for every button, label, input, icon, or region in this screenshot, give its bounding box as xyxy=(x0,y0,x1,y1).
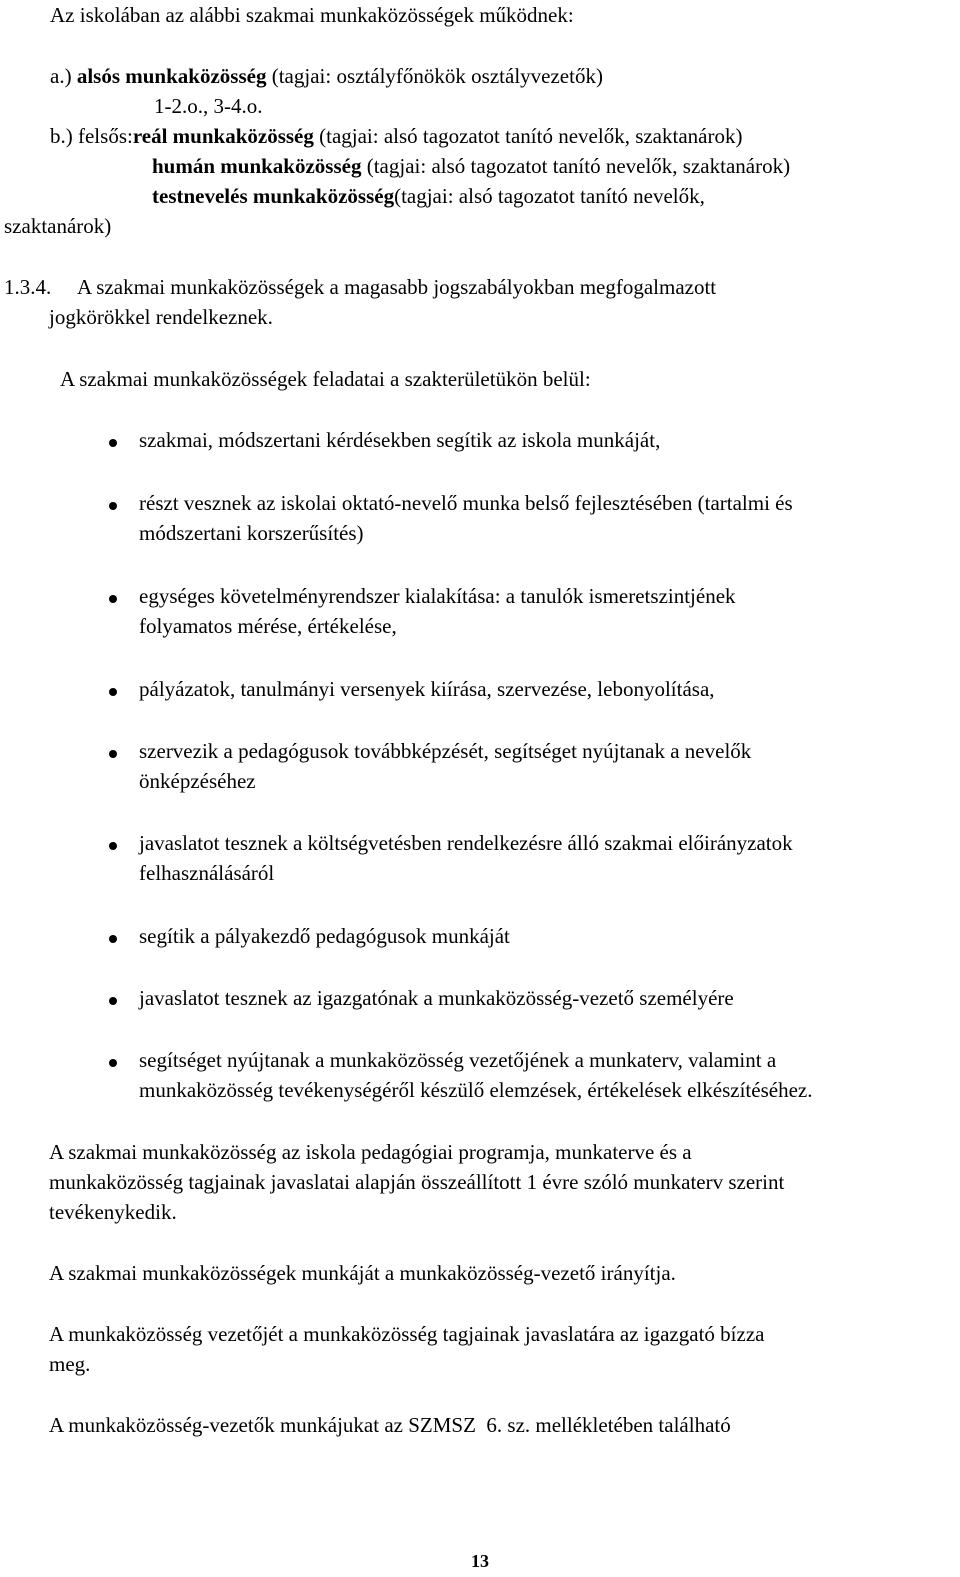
alsos-members: (tagjai: osztályfőnökök osztályvezetők) xyxy=(266,64,603,88)
bullet-dot xyxy=(109,502,117,510)
bullet-dot xyxy=(109,688,117,696)
bullet-item-9-line-1: segítséget nyújtanak a munkaközösség vezetőjének a munkaterv, valamint a xyxy=(139,1048,777,1072)
bullet-item-2-line-1: részt vesznek az iskolai oktató-nevelő munka belső fejlesztésében (tartalmi és xyxy=(139,491,793,515)
bullet-item-5-line-2: önképzéséhez xyxy=(139,769,256,793)
bullet-dot xyxy=(109,997,117,1005)
bullet-dot xyxy=(109,439,117,447)
bullet-item-5-line-1: szervezik a pedagógusok továbbképzését, segítséget nyújtanak a nevelők xyxy=(139,739,752,763)
human-members: (tagjai: alsó tagozatot tanító nevelők, szaktanárok) xyxy=(361,154,791,178)
bullet-item-8: javaslatot tesznek az igazgatónak a munkaközösség-vezető személyére xyxy=(139,986,734,1010)
real-members: (tagjai: alsó tagozatot tanító nevelők, szaktanárok) xyxy=(313,124,743,148)
alsos-classes: 1-2.o., 3-4.o. xyxy=(154,94,263,118)
section-number: 1.3.4. xyxy=(4,275,52,299)
paragraph-4: A munkaközösség-vezetők munkájukat az SZMSZ 6. sz. mellékletében található xyxy=(49,1413,731,1437)
felsos-prefix: b.) felsős: xyxy=(50,124,133,148)
alsos-line xyxy=(50,61,603,91)
intro-text: Az iskolában az alábbi szakmai munkaközösségek működnek: xyxy=(50,3,574,27)
paragraph-3-line-1: A munkaközösség vezetőjét a munkaközösség tagjainak javaslatára az igazgató bízza xyxy=(49,1322,765,1346)
testneveles-members: (tagjai: alsó tagozatot tanító nevelők, xyxy=(394,184,705,208)
section-line-2: jogkörökkel rendelkeznek. xyxy=(49,305,273,329)
human-title: humán munkaközösség xyxy=(152,154,362,178)
bullet-item-9-line-2: munkaközösség tevékenységéről készülő elemzések, értékelések elkészítéséhez. xyxy=(139,1078,813,1102)
bullet-item-1: szakmai, módszertani kérdésekben segítik az iskola munkáját, xyxy=(139,428,661,452)
paragraph-2: A szakmai munkaközösségek munkáját a munkaközösség-vezető irányítja. xyxy=(49,1261,676,1285)
bullet-dot xyxy=(109,842,117,850)
tasks-intro: A szakmai munkaközösségek feladatai a szakterületükön belül: xyxy=(60,367,591,391)
human-line xyxy=(152,151,790,181)
bullet-dot xyxy=(109,750,117,758)
bullet-item-3-line-1: egységes követelményrendszer kialakítása: a tanulók ismeretszintjének xyxy=(139,584,736,608)
alsos-title: alsós munkaközösség xyxy=(76,64,267,88)
bullet-item-6-line-2: felhasználásáról xyxy=(139,861,275,885)
bullet-dot xyxy=(109,595,117,603)
bullet-dot xyxy=(109,935,117,943)
bullet-item-4: pályázatok, tanulmányi versenyek kiírása, szervezése, lebonyolítása, xyxy=(139,677,715,701)
testneveles-title: testnevelés munkaközösség xyxy=(152,184,395,208)
bullet-item-2-line-2: módszertani korszerűsítés) xyxy=(139,521,364,545)
testneveles-cont: szaktanárok) xyxy=(4,214,112,238)
bullet-dot xyxy=(109,1059,117,1067)
bullet-item-7: segítik a pályakezdő pedagógusok munkáját xyxy=(139,924,510,948)
paragraph-1-line-3: tevékenykedik. xyxy=(49,1200,177,1224)
real-line xyxy=(50,121,742,151)
real-title: reál munkaközösség xyxy=(132,124,314,148)
testneveles-line xyxy=(152,181,705,211)
paragraph-1-line-1: A szakmai munkaközösség az iskola pedagógiai programja, munkaterve és a xyxy=(49,1140,692,1164)
alsos-prefix: a.) xyxy=(50,64,77,88)
paragraph-1-line-2: munkaközösség tagjainak javaslatai alapján összeállított 1 évre szóló munkaterv szerint xyxy=(49,1170,785,1194)
paragraph-3-line-2: meg. xyxy=(49,1352,91,1376)
bullet-item-3-line-2: folyamatos mérése, értékelése, xyxy=(139,614,397,638)
bullet-item-6-line-1: javaslatot tesznek a költségvetésben rendelkezésre álló szakmai előirányzatok xyxy=(139,831,793,855)
section-line-1: A szakmai munkaközösségek a magasabb jogszabályokban megfogalmazott xyxy=(77,275,717,299)
page-number: 13 xyxy=(471,1551,489,1571)
